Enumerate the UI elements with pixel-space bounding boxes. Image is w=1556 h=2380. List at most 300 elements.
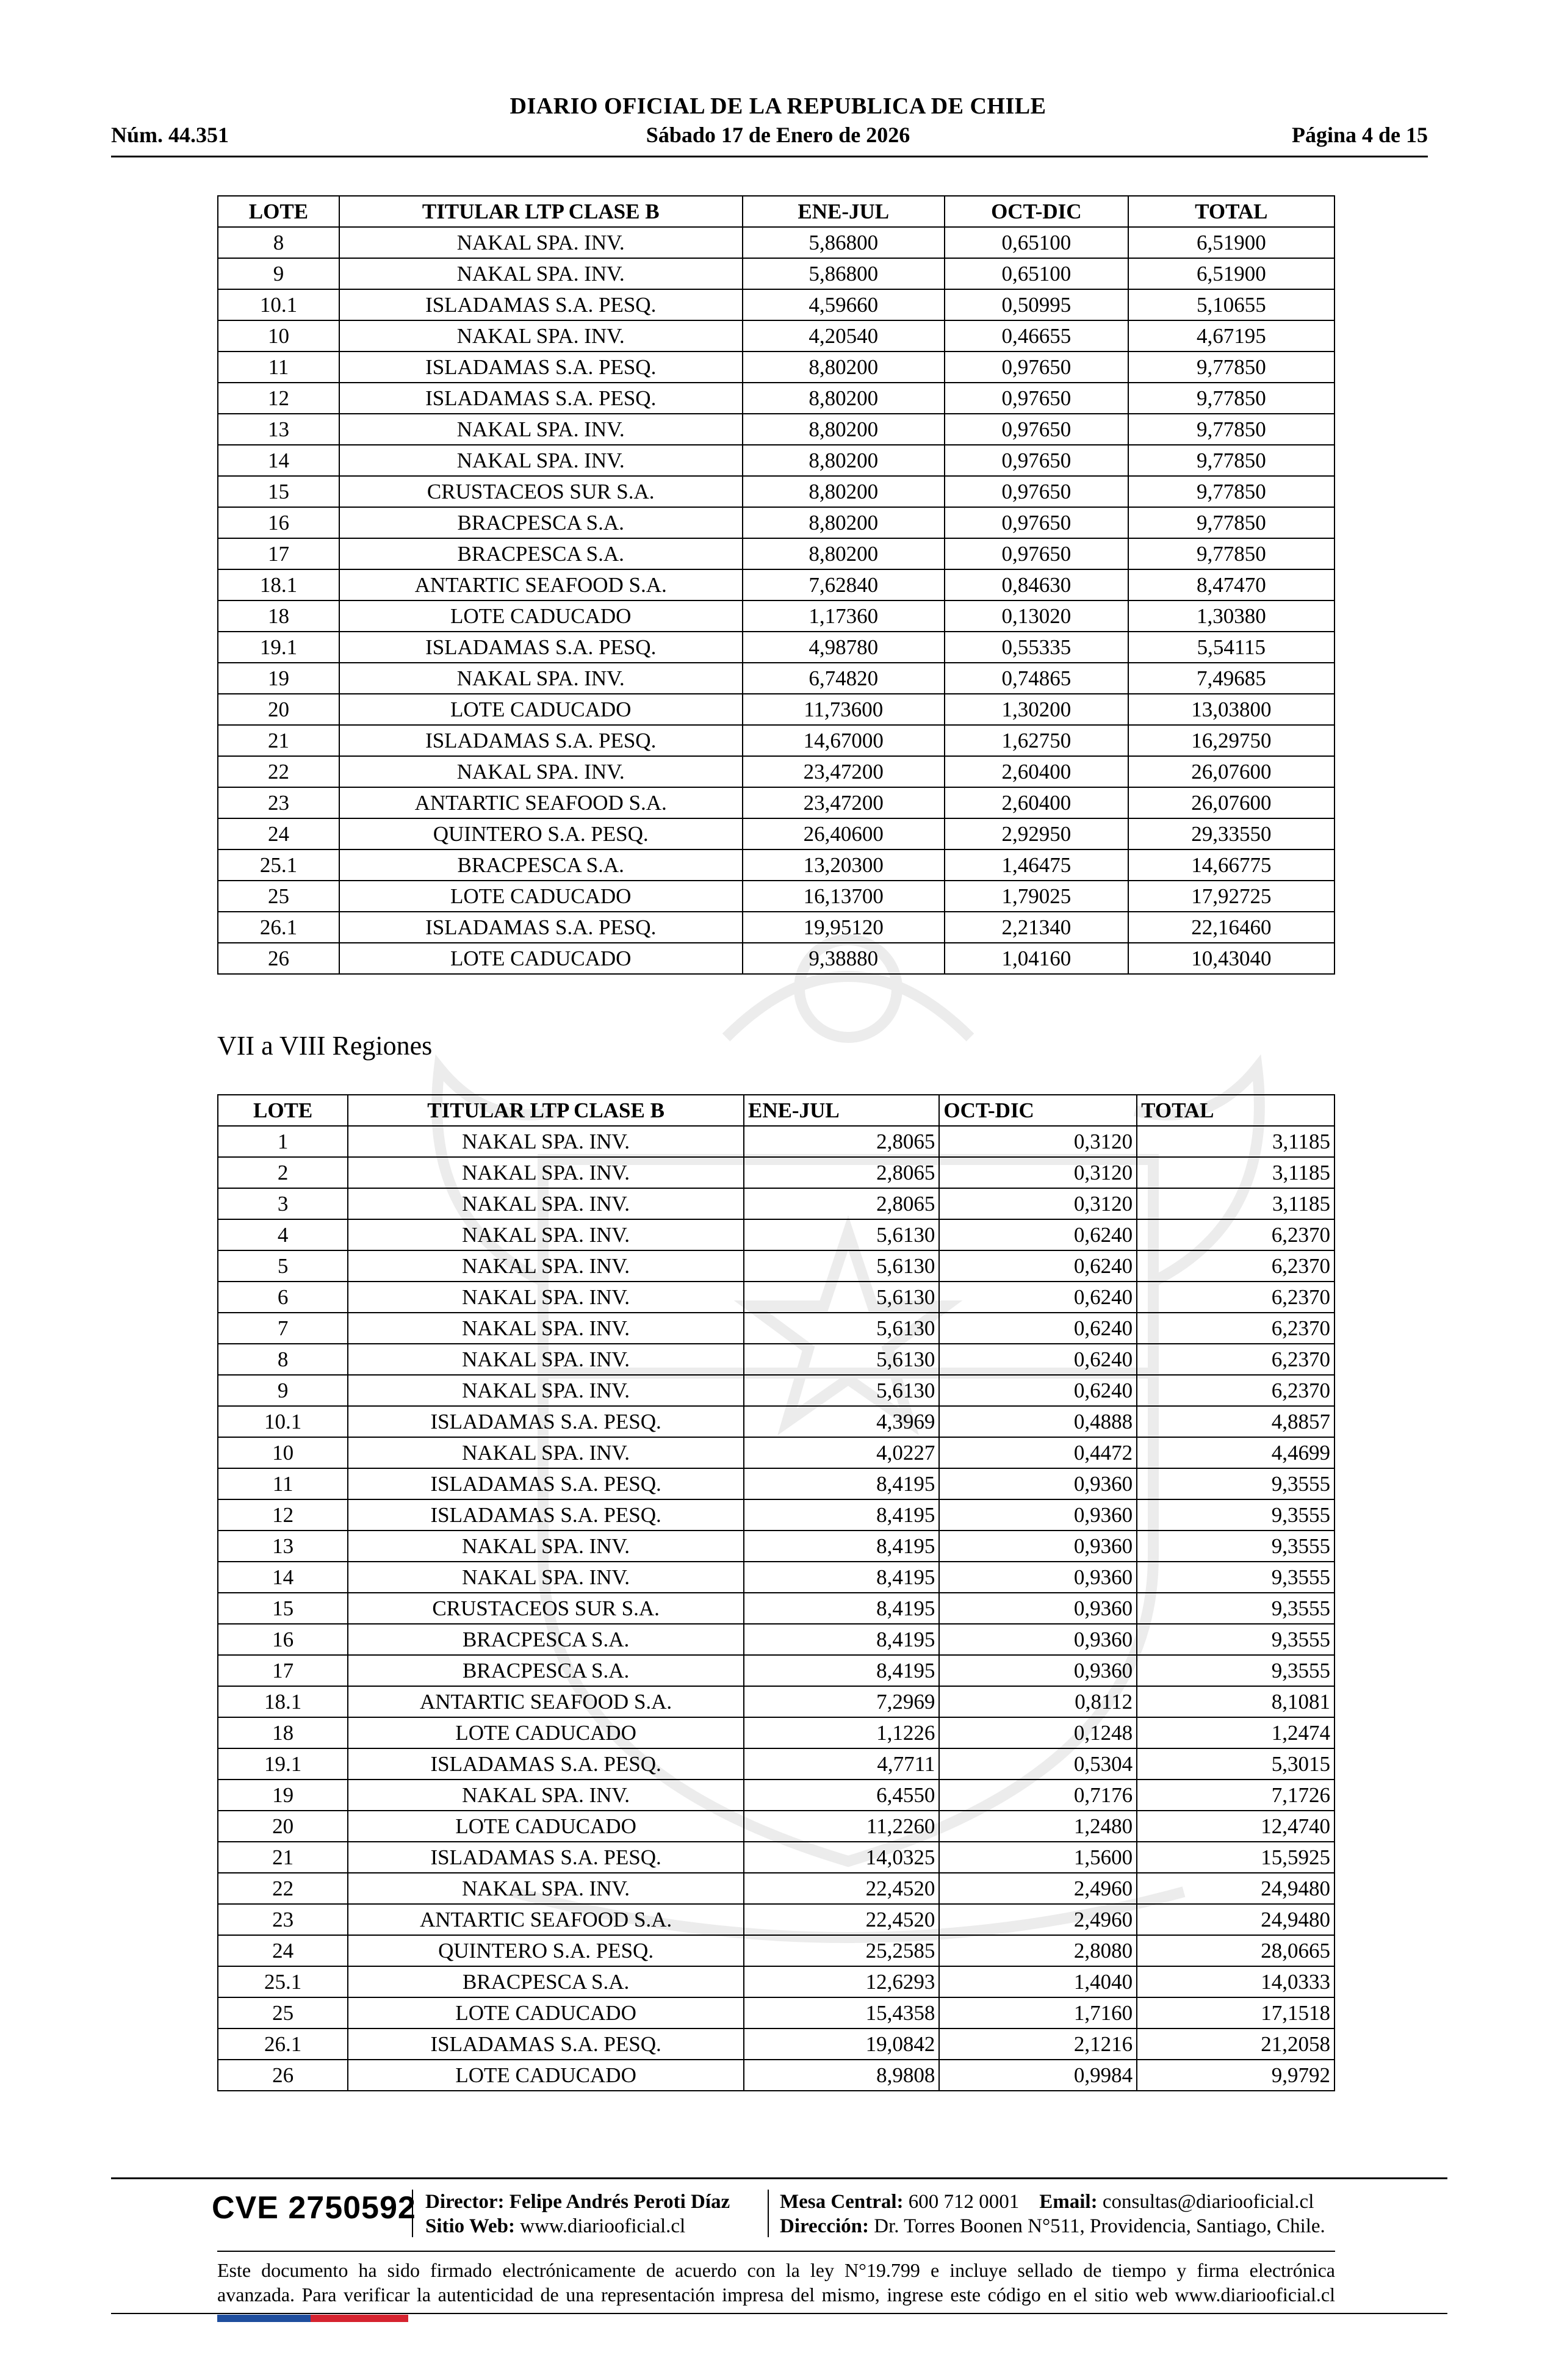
table-row — [218, 787, 1334, 818]
cell-titular: NAKAL SPA. INV. — [339, 445, 743, 476]
cell-total: 13,03800 — [1128, 694, 1334, 725]
cell-total: 1,2474 — [1137, 1717, 1334, 1748]
cell-titular: NAKAL SPA. INV. — [348, 1780, 744, 1811]
cell-total: 9,3555 — [1137, 1624, 1334, 1655]
cell-total: 29,33550 — [1128, 818, 1334, 849]
cell-titular: NAKAL SPA. INV. — [348, 1562, 744, 1593]
cell-total: 28,0665 — [1137, 1935, 1334, 1966]
cell-oct-dic: 1,30200 — [945, 694, 1128, 725]
cell-titular: NAKAL SPA. INV. — [348, 1531, 744, 1562]
cell-lote: 19.1 — [218, 632, 339, 663]
cell-oct-dic: 0,9360 — [939, 1499, 1137, 1531]
cell-oct-dic: 0,55335 — [945, 632, 1128, 663]
cell-ene-jul: 8,80200 — [743, 414, 945, 445]
cell-total: 22,16460 — [1128, 912, 1334, 943]
cell-ene-jul: 1,17360 — [743, 600, 945, 632]
cell-ene-jul: 23,47200 — [743, 787, 945, 818]
cell-ene-jul: 8,4195 — [744, 1531, 939, 1562]
cell-ene-jul: 8,80200 — [743, 538, 945, 569]
cell-total: 9,3555 — [1137, 1531, 1334, 1562]
cell-total: 14,0333 — [1137, 1966, 1334, 1997]
table-row — [218, 227, 1334, 258]
phone-label: Mesa Central: — [780, 2191, 904, 2213]
cell-lote: 18 — [218, 1717, 348, 1748]
cell-lote: 9 — [218, 1375, 348, 1406]
cell-ene-jul: 22,4520 — [744, 1904, 939, 1935]
cell-total: 5,3015 — [1137, 1748, 1334, 1780]
phone-value: 600 712 0001 — [908, 2191, 1020, 2213]
cell-ene-jul: 8,4195 — [744, 1593, 939, 1624]
web-label: Sitio Web: — [425, 2215, 516, 2237]
table-row — [218, 414, 1334, 445]
cell-total: 4,8857 — [1137, 1406, 1334, 1437]
cell-ene-jul: 11,73600 — [743, 694, 945, 725]
cell-ene-jul: 2,8065 — [744, 1188, 939, 1219]
issue-number: Núm. 44.351 — [111, 123, 229, 147]
table-row — [218, 1748, 1334, 1780]
footer-separator — [412, 2190, 413, 2237]
cell-ene-jul: 5,6130 — [744, 1282, 939, 1313]
cell-lote: 14 — [218, 445, 339, 476]
cell-oct-dic: 0,8112 — [939, 1686, 1137, 1717]
cell-titular: NAKAL SPA. INV. — [348, 1313, 744, 1344]
cell-total: 9,3555 — [1137, 1655, 1334, 1686]
cell-oct-dic: 0,6240 — [939, 1313, 1137, 1344]
cell-titular: NAKAL SPA. INV. — [348, 1282, 744, 1313]
col-header-ene-jul: ENE-JUL — [743, 196, 945, 227]
cell-ene-jul: 22,4520 — [744, 1873, 939, 1904]
cell-ene-jul: 4,0227 — [744, 1437, 939, 1468]
cell-titular: LOTE CADUCADO — [339, 943, 743, 974]
cell-ene-jul: 19,0842 — [744, 2028, 939, 2060]
col-header-ene-jul: ENE-JUL — [744, 1095, 939, 1126]
table-row — [218, 1126, 1334, 1157]
cell-titular: ISLADAMAS S.A. PESQ. — [339, 383, 743, 414]
cell-oct-dic: 0,9360 — [939, 1655, 1137, 1686]
cell-oct-dic: 0,1248 — [939, 1717, 1137, 1748]
cell-titular: NAKAL SPA. INV. — [348, 1250, 744, 1282]
table-row — [218, 1655, 1334, 1686]
cell-lote: 6 — [218, 1282, 348, 1313]
cell-titular: NAKAL SPA. INV. — [339, 258, 743, 289]
cell-total: 9,77850 — [1128, 507, 1334, 538]
cell-total: 21,2058 — [1137, 2028, 1334, 2060]
cell-oct-dic: 0,65100 — [945, 258, 1128, 289]
cell-ene-jul: 14,0325 — [744, 1842, 939, 1873]
cell-titular: NAKAL SPA. INV. — [339, 227, 743, 258]
cell-oct-dic: 0,6240 — [939, 1282, 1137, 1313]
cell-oct-dic: 0,9360 — [939, 1624, 1137, 1655]
cell-total: 5,10655 — [1128, 289, 1334, 320]
cell-lote: 8 — [218, 227, 339, 258]
col-header-total: TOTAL — [1128, 196, 1334, 227]
email-link[interactable]: consultas@diariooficial.cl — [1102, 2191, 1314, 2213]
legal-line-2: avanzada. Para verificar la autenticidad de una representación impresa del mismo, ingrese este código en el sitio web www.diariooficial.cl — [217, 2284, 1335, 2306]
table-row — [218, 1313, 1334, 1344]
cell-oct-dic: 2,1216 — [939, 2028, 1137, 2060]
cell-lote: 14 — [218, 1562, 348, 1593]
cell-ene-jul: 14,67000 — [743, 725, 945, 756]
cell-titular: LOTE CADUCADO — [348, 1997, 744, 2028]
cell-ene-jul: 15,4358 — [744, 1997, 939, 2028]
cell-oct-dic: 0,3120 — [939, 1157, 1137, 1188]
cell-ene-jul: 8,80200 — [743, 383, 945, 414]
cell-lote: 10.1 — [218, 289, 339, 320]
table-row — [218, 289, 1334, 320]
cell-titular: ISLADAMAS S.A. PESQ. — [339, 725, 743, 756]
table-row — [218, 600, 1334, 632]
cell-total: 9,9792 — [1137, 2060, 1334, 2091]
cell-titular: ISLADAMAS S.A. PESQ. — [339, 289, 743, 320]
cell-oct-dic: 0,84630 — [945, 569, 1128, 600]
cell-titular: BRACPESCA S.A. — [348, 1655, 744, 1686]
table-row — [218, 320, 1334, 352]
region-heading: VII a VIII Regiones — [217, 1031, 433, 1061]
cell-titular: LOTE CADUCADO — [348, 1717, 744, 1748]
cell-oct-dic: 1,5600 — [939, 1842, 1137, 1873]
cell-oct-dic: 0,65100 — [945, 227, 1128, 258]
table-row — [218, 1344, 1334, 1375]
cell-titular: NAKAL SPA. INV. — [339, 756, 743, 787]
cell-total: 26,07600 — [1128, 756, 1334, 787]
cell-lote: 19 — [218, 1780, 348, 1811]
cell-total: 9,77850 — [1128, 538, 1334, 569]
cell-total: 17,92725 — [1128, 881, 1334, 912]
cell-lote: 9 — [218, 258, 339, 289]
cell-ene-jul: 7,2969 — [744, 1686, 939, 1717]
cell-lote: 22 — [218, 1873, 348, 1904]
cell-lote: 18 — [218, 600, 339, 632]
cell-lote: 23 — [218, 787, 339, 818]
col-header-total: TOTAL — [1137, 1095, 1334, 1126]
cell-total: 9,3555 — [1137, 1499, 1334, 1531]
cell-ene-jul: 25,2585 — [744, 1935, 939, 1966]
table-row — [218, 1717, 1334, 1748]
cell-ene-jul: 8,80200 — [743, 352, 945, 383]
cell-lote: 17 — [218, 538, 339, 569]
cell-ene-jul: 8,4195 — [744, 1624, 939, 1655]
cell-lote: 13 — [218, 414, 339, 445]
table-row — [218, 569, 1334, 600]
cell-oct-dic: 0,6240 — [939, 1219, 1137, 1250]
quota-table-2 — [217, 1094, 1335, 2091]
cell-ene-jul: 8,4195 — [744, 1655, 939, 1686]
table-row — [218, 1686, 1334, 1717]
cell-lote: 23 — [218, 1904, 348, 1935]
cell-ene-jul: 7,62840 — [743, 569, 945, 600]
cell-titular: LOTE CADUCADO — [339, 881, 743, 912]
cell-titular: ISLADAMAS S.A. PESQ. — [348, 1406, 744, 1437]
cell-total: 24,9480 — [1137, 1904, 1334, 1935]
table-row — [218, 1562, 1334, 1593]
cell-titular: LOTE CADUCADO — [339, 600, 743, 632]
cell-oct-dic: 0,4888 — [939, 1406, 1137, 1437]
page-indicator: Página 4 de 15 — [1291, 123, 1428, 147]
table-row — [218, 507, 1334, 538]
director-name: Felipe Andrés Peroti Díaz — [509, 2191, 730, 2213]
table-row — [218, 1935, 1334, 1966]
cell-titular: LOTE CADUCADO — [348, 1811, 744, 1842]
cell-oct-dic: 0,50995 — [945, 289, 1128, 320]
cell-lote: 18.1 — [218, 569, 339, 600]
cell-titular: NAKAL SPA. INV. — [339, 663, 743, 694]
cell-lote: 20 — [218, 694, 339, 725]
table-row — [218, 1188, 1334, 1219]
cell-oct-dic: 0,46655 — [945, 320, 1128, 352]
cell-lote: 19 — [218, 663, 339, 694]
cell-total: 5,54115 — [1128, 632, 1334, 663]
cell-ene-jul: 16,13700 — [743, 881, 945, 912]
cell-lote: 13 — [218, 1531, 348, 1562]
table-row — [218, 1780, 1334, 1811]
cell-ene-jul: 6,4550 — [744, 1780, 939, 1811]
cell-oct-dic: 2,60400 — [945, 787, 1128, 818]
table-row — [218, 1966, 1334, 1997]
table-row — [218, 1904, 1334, 1935]
cell-lote: 17 — [218, 1655, 348, 1686]
cell-lote: 18.1 — [218, 1686, 348, 1717]
cell-ene-jul: 5,6130 — [744, 1375, 939, 1406]
cell-lote: 26 — [218, 943, 339, 974]
cell-lote: 2 — [218, 1157, 348, 1188]
cell-lote: 26.1 — [218, 2028, 348, 2060]
cell-titular: CRUSTACEOS SUR S.A. — [348, 1593, 744, 1624]
cell-ene-jul: 5,6130 — [744, 1313, 939, 1344]
table-row — [218, 1811, 1334, 1842]
cell-total: 6,2370 — [1137, 1250, 1334, 1282]
cell-oct-dic: 0,5304 — [939, 1748, 1137, 1780]
footer-rule-middle — [217, 2251, 1335, 2252]
table-row — [218, 445, 1334, 476]
cell-oct-dic: 0,97650 — [945, 507, 1128, 538]
cell-total: 9,77850 — [1128, 476, 1334, 507]
cell-titular: ISLADAMAS S.A. PESQ. — [348, 1499, 744, 1531]
cell-oct-dic: 0,9360 — [939, 1531, 1137, 1562]
table-row — [218, 1873, 1334, 1904]
col-header-titular: TITULAR LTP CLASE B — [339, 196, 743, 227]
table-row — [218, 1437, 1334, 1468]
cell-total: 9,3555 — [1137, 1468, 1334, 1499]
cell-ene-jul: 23,47200 — [743, 756, 945, 787]
cell-ene-jul: 2,8065 — [744, 1157, 939, 1188]
director-label: Director: — [425, 2191, 505, 2213]
cell-total: 3,1185 — [1137, 1126, 1334, 1157]
web-link[interactable]: www.diariooficial.cl — [520, 2215, 686, 2237]
cell-oct-dic: 0,97650 — [945, 352, 1128, 383]
cell-lote: 12 — [218, 1499, 348, 1531]
cell-oct-dic: 0,9360 — [939, 1562, 1137, 1593]
flag-bar-red — [311, 2315, 408, 2322]
cell-titular: ISLADAMAS S.A. PESQ. — [339, 632, 743, 663]
table-row — [218, 2028, 1334, 2060]
table-row — [218, 756, 1334, 787]
cell-oct-dic: 0,97650 — [945, 538, 1128, 569]
cell-ene-jul: 19,95120 — [743, 912, 945, 943]
table-row — [218, 1250, 1334, 1282]
table-row — [218, 476, 1334, 507]
cell-titular: NAKAL SPA. INV. — [339, 320, 743, 352]
footer-separator — [768, 2190, 769, 2237]
table-row — [218, 2060, 1334, 2091]
table-row — [218, 818, 1334, 849]
cell-lote: 15 — [218, 1593, 348, 1624]
cell-ene-jul: 5,86800 — [743, 227, 945, 258]
cell-total: 9,3555 — [1137, 1593, 1334, 1624]
col-header-titular: TITULAR LTP CLASE B — [348, 1095, 744, 1126]
cell-ene-jul: 13,20300 — [743, 849, 945, 881]
cell-titular: ANTARTIC SEAFOOD S.A. — [339, 569, 743, 600]
cell-total: 6,2370 — [1137, 1282, 1334, 1313]
cell-lote: 20 — [218, 1811, 348, 1842]
cell-ene-jul: 6,74820 — [743, 663, 945, 694]
cell-titular: ISLADAMAS S.A. PESQ. — [348, 2028, 744, 2060]
footer-rule-top — [111, 2177, 1447, 2179]
cell-titular: ISLADAMAS S.A. PESQ. — [348, 1748, 744, 1780]
cell-oct-dic: 0,4472 — [939, 1437, 1137, 1468]
cell-titular: BRACPESCA S.A. — [348, 1966, 744, 1997]
cell-ene-jul: 8,80200 — [743, 507, 945, 538]
cell-total: 6,2370 — [1137, 1313, 1334, 1344]
cell-titular: LOTE CADUCADO — [339, 694, 743, 725]
cell-total: 9,77850 — [1128, 352, 1334, 383]
cell-titular: CRUSTACEOS SUR S.A. — [339, 476, 743, 507]
col-header-oct-dic: OCT-DIC — [939, 1095, 1137, 1126]
cell-lote: 24 — [218, 1935, 348, 1966]
cell-total: 6,51900 — [1128, 258, 1334, 289]
table-row — [218, 1282, 1334, 1313]
cell-oct-dic: 0,6240 — [939, 1250, 1137, 1282]
cell-total: 9,77850 — [1128, 414, 1334, 445]
cell-titular: BRACPESCA S.A. — [339, 849, 743, 881]
cell-oct-dic: 0,6240 — [939, 1344, 1137, 1375]
cell-lote: 3 — [218, 1188, 348, 1219]
cell-total: 6,51900 — [1128, 227, 1334, 258]
table-row — [218, 943, 1334, 974]
cell-ene-jul: 8,80200 — [743, 476, 945, 507]
cell-titular: ISLADAMAS S.A. PESQ. — [348, 1842, 744, 1873]
cell-ene-jul: 5,6130 — [744, 1219, 939, 1250]
cell-titular: NAKAL SPA. INV. — [348, 1219, 744, 1250]
cell-titular: NAKAL SPA. INV. — [348, 1437, 744, 1468]
cell-lote: 15 — [218, 476, 339, 507]
cell-total: 7,1726 — [1137, 1780, 1334, 1811]
table-row — [218, 1842, 1334, 1873]
cell-total: 16,29750 — [1128, 725, 1334, 756]
cell-titular: BRACPESCA S.A. — [348, 1624, 744, 1655]
cell-lote: 12 — [218, 383, 339, 414]
cell-lote: 24 — [218, 818, 339, 849]
cell-lote: 25.1 — [218, 849, 339, 881]
cell-oct-dic: 0,97650 — [945, 414, 1128, 445]
cell-lote: 4 — [218, 1219, 348, 1250]
cell-oct-dic: 0,3120 — [939, 1126, 1137, 1157]
cell-titular: NAKAL SPA. INV. — [348, 1126, 744, 1157]
cell-lote: 25 — [218, 1997, 348, 2028]
cell-oct-dic: 1,04160 — [945, 943, 1128, 974]
table-row — [218, 538, 1334, 569]
cell-ene-jul: 4,3969 — [744, 1406, 939, 1437]
cell-total: 9,77850 — [1128, 383, 1334, 414]
cell-lote: 5 — [218, 1250, 348, 1282]
email-label: Email: — [1039, 2191, 1098, 2213]
table-row — [218, 258, 1334, 289]
cell-lote: 19.1 — [218, 1748, 348, 1780]
table-header-row — [218, 1095, 1334, 1126]
cell-oct-dic: 1,62750 — [945, 725, 1128, 756]
newspaper-title: DIARIO OFICIAL DE LA REPUBLICA DE CHILE — [510, 93, 1046, 119]
cell-lote: 11 — [218, 1468, 348, 1499]
table-row — [218, 912, 1334, 943]
cell-oct-dic: 0,9360 — [939, 1593, 1137, 1624]
cell-oct-dic: 0,9360 — [939, 1468, 1137, 1499]
cell-total: 6,2370 — [1137, 1375, 1334, 1406]
table-row — [218, 1406, 1334, 1437]
cell-ene-jul: 5,86800 — [743, 258, 945, 289]
cell-ene-jul: 26,40600 — [743, 818, 945, 849]
table-row — [218, 849, 1334, 881]
cell-total: 6,2370 — [1137, 1219, 1334, 1250]
table-row — [218, 663, 1334, 694]
table-row — [218, 725, 1334, 756]
header-rule — [111, 156, 1428, 157]
cell-lote: 16 — [218, 507, 339, 538]
cell-lote: 22 — [218, 756, 339, 787]
cell-lote: 1 — [218, 1126, 348, 1157]
cell-total: 3,1185 — [1137, 1188, 1334, 1219]
cell-oct-dic: 2,8080 — [939, 1935, 1137, 1966]
cell-ene-jul: 8,4195 — [744, 1562, 939, 1593]
cell-total: 17,1518 — [1137, 1997, 1334, 2028]
cell-titular: NAKAL SPA. INV. — [348, 1375, 744, 1406]
cell-ene-jul: 8,9808 — [744, 2060, 939, 2091]
table-row — [218, 383, 1334, 414]
cell-oct-dic: 0,74865 — [945, 663, 1128, 694]
cell-ene-jul: 4,20540 — [743, 320, 945, 352]
cell-oct-dic: 0,97650 — [945, 476, 1128, 507]
cell-oct-dic: 0,7176 — [939, 1780, 1137, 1811]
cell-titular: QUINTERO S.A. PESQ. — [339, 818, 743, 849]
cell-titular: NAKAL SPA. INV. — [348, 1188, 744, 1219]
cell-ene-jul: 2,8065 — [744, 1126, 939, 1157]
cell-total: 1,30380 — [1128, 600, 1334, 632]
cell-total: 9,3555 — [1137, 1562, 1334, 1593]
cell-lote: 7 — [218, 1313, 348, 1344]
col-header-lote: LOTE — [218, 1095, 348, 1126]
quota-table-1 — [217, 195, 1335, 975]
table-row — [218, 632, 1334, 663]
cell-oct-dic: 1,2480 — [939, 1811, 1137, 1842]
cell-lote: 26.1 — [218, 912, 339, 943]
cell-lote: 10 — [218, 320, 339, 352]
cell-ene-jul: 1,1226 — [744, 1717, 939, 1748]
legal-line-1: Este documento ha sido firmado electrónicamente de acuerdo con la ley N°19.799 e incluye sellado de tiempo y firma electrónica — [217, 2259, 1335, 2281]
cell-titular: NAKAL SPA. INV. — [339, 414, 743, 445]
cell-lote: 21 — [218, 1842, 348, 1873]
cell-lote: 10 — [218, 1437, 348, 1468]
cell-titular: ISLADAMAS S.A. PESQ. — [339, 352, 743, 383]
table-row — [218, 352, 1334, 383]
cell-lote: 26 — [218, 2060, 348, 2091]
cell-oct-dic: 1,4040 — [939, 1966, 1137, 1997]
cell-total: 14,66775 — [1128, 849, 1334, 881]
cell-total: 4,67195 — [1128, 320, 1334, 352]
cell-titular: NAKAL SPA. INV. — [348, 1344, 744, 1375]
table-row — [218, 1219, 1334, 1250]
cell-total: 7,49685 — [1128, 663, 1334, 694]
cell-titular: ISLADAMAS S.A. PESQ. — [348, 1468, 744, 1499]
cell-total: 3,1185 — [1137, 1157, 1334, 1188]
cell-oct-dic: 2,4960 — [939, 1873, 1137, 1904]
